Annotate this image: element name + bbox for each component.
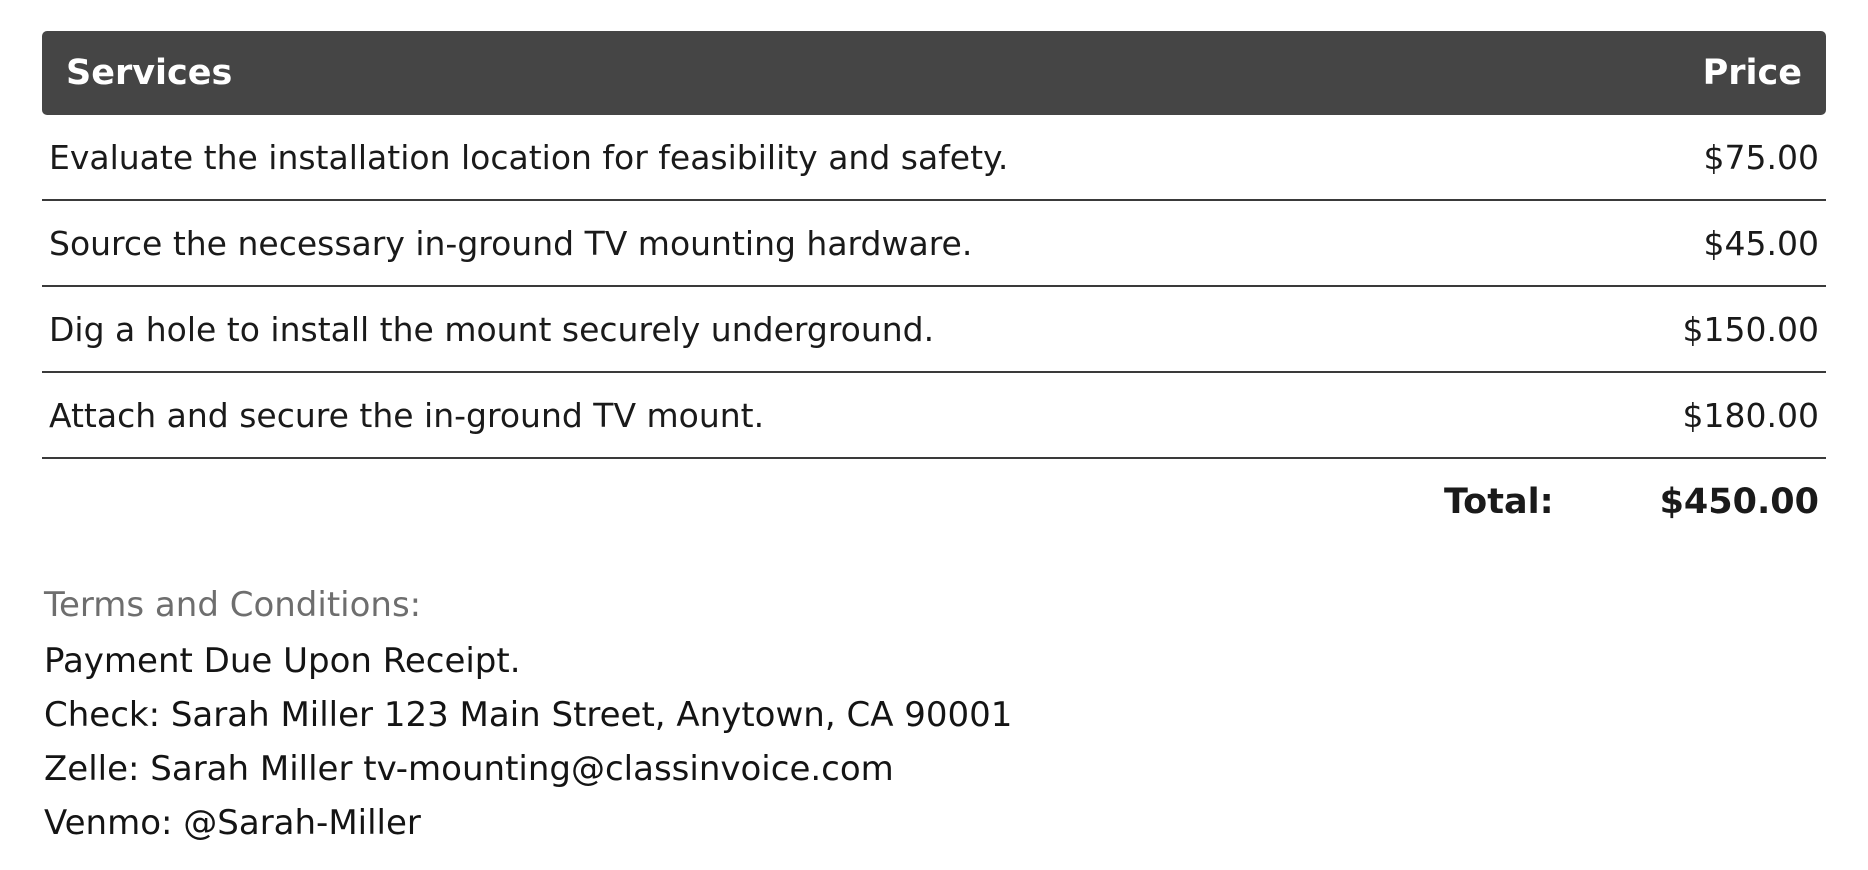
price-column-header: Price: [1702, 53, 1802, 93]
total-label: Total:: [1443, 482, 1554, 522]
terms-venmo: Venmo: @Sarah-Miller: [44, 803, 421, 843]
service-description: Evaluate the installation location for feasibility and safety.: [49, 137, 1009, 177]
terms-title: Terms and Conditions:: [44, 585, 422, 625]
terms-check: Check: Sarah Miller 123 Main Street, Anytown, CA 90001: [44, 695, 1013, 735]
services-table: [42, 31, 1826, 545]
service-description: Dig a hole to install the mount securely underground.: [49, 309, 935, 349]
service-price: $75.00: [1703, 137, 1819, 177]
terms-section: [44, 580, 1012, 850]
table-row: [42, 201, 1826, 287]
service-price: $150.00: [1682, 309, 1819, 349]
service-price: $45.00: [1703, 223, 1819, 263]
service-description: Attach and secure the in-ground TV mount.: [49, 395, 765, 435]
services-column-header: Services: [66, 53, 233, 93]
table-row: [42, 373, 1826, 459]
service-price: $180.00: [1682, 395, 1819, 435]
table-row: [42, 287, 1826, 373]
table-row: [42, 115, 1826, 201]
terms-payment-due: Payment Due Upon Receipt.: [44, 641, 521, 681]
total-value: $450.00: [1659, 482, 1819, 522]
service-description: Source the necessary in-ground TV mounting hardware.: [49, 223, 973, 263]
terms-zelle: Zelle: Sarah Miller tv-mounting@classinvoice.com: [44, 749, 894, 789]
table-header: [42, 31, 1826, 115]
total-row: [42, 459, 1826, 545]
